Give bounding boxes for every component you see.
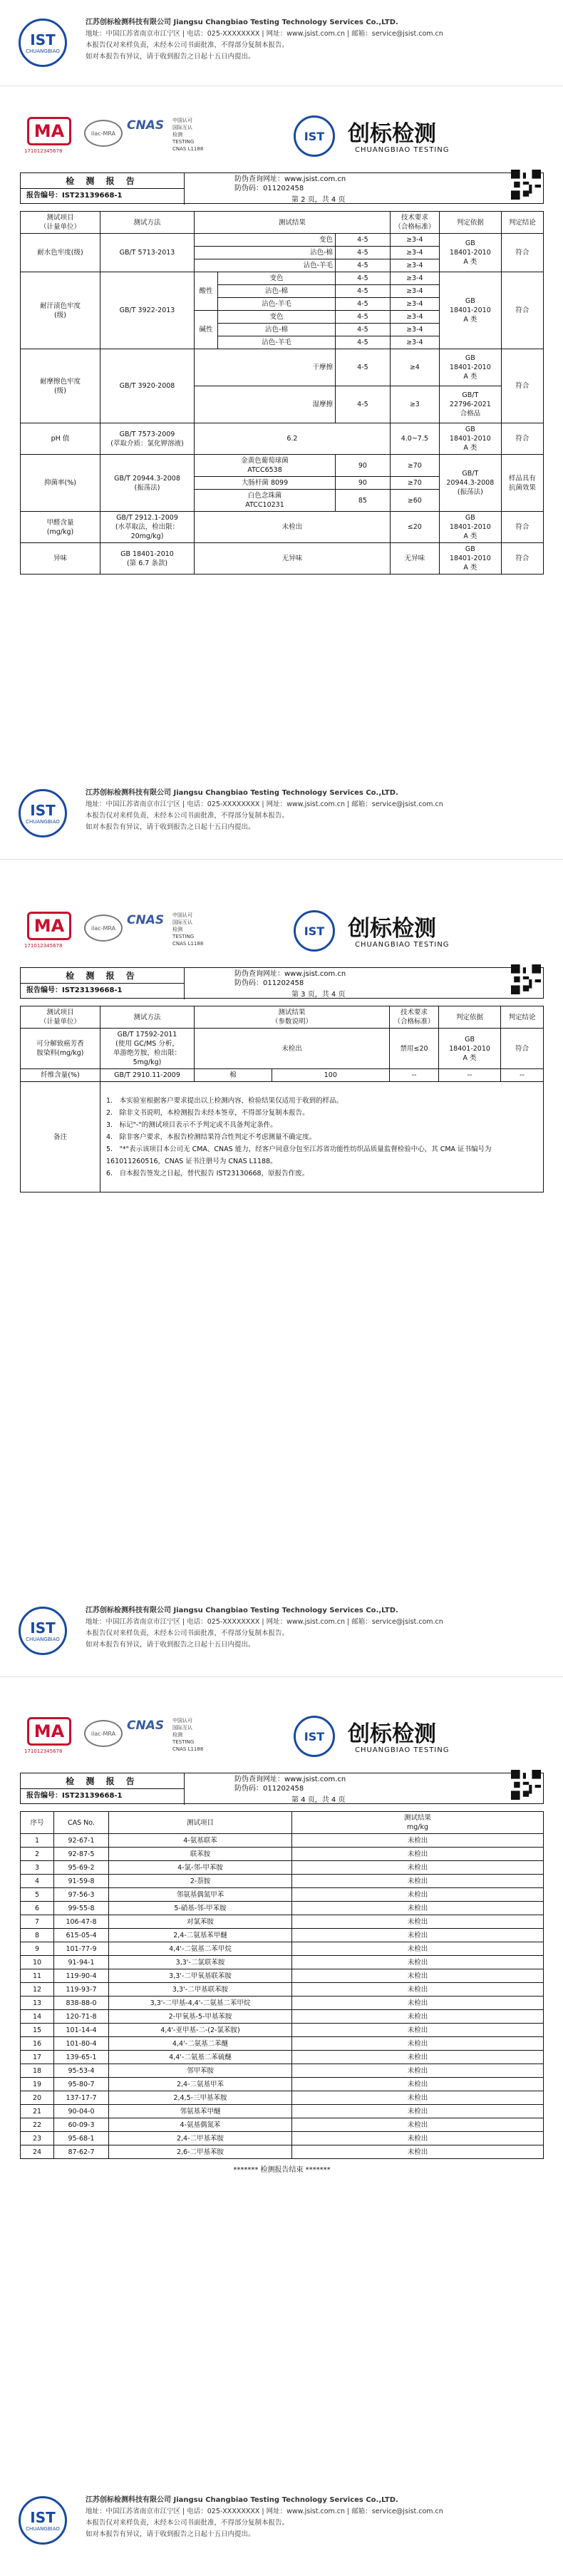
table-cell: 139-65-1 <box>54 2051 109 2064</box>
table-row: 纤维含量(%) GB/T 2910.11-2009 棉 100 -- -- -- <box>21 1069 544 1082</box>
cma-logo: MA <box>27 1717 71 1746</box>
table-cell: 60-09-3 <box>54 2118 109 2132</box>
table-row: pH 值 GB/T 7573-2009 (萃取介质：氯化钾溶液) 6.2 4.0~7.5 GB 18401-2010 A 类 符合 <box>21 423 544 455</box>
ist-logo: IST <box>294 910 335 952</box>
table-cell: 未检出 <box>292 1902 544 1915</box>
table-cell: 90-04-0 <box>54 2105 109 2118</box>
table-cell: 未检出 <box>292 1888 544 1902</box>
cma-number: 171012345678 <box>24 943 63 949</box>
table-cell: 95-53-4 <box>54 2064 109 2078</box>
table-cell: 未检出 <box>292 1929 544 1942</box>
remarks-text: 1. 本实验室根据客户要求提出以上检测内容，检验结果仅适用于收到的样品。 2. 除非文书说明，本检测报告未经本签章，不得部分复制本报告。 3. 标记"-"的测试项目表示不予判定或不具备判定条件。 4. 除非客户要求，本报告检测结果符合性判定不考虑测量不确定度。 5. "*"表示该项目本公司无 CMA、CNAS 能力，经客户同意分包至江苏省功能性纺织品质量监督检验中心，其 CMA 证书编号为 161011260516，CNAS 证书注册号为 CNAS L1188。 6. 自本报告签发之日起，替代报告 IST23130668，原报告作废。 <box>100 1082 544 1192</box>
table-cell: 4 <box>21 1875 54 1888</box>
cnas-subtext: 中国认可 国际互认 检测 TESTING CNAS L1188 <box>172 912 204 947</box>
table-cell: 17 <box>21 2051 54 2064</box>
table-cell: 3,3'-二甲氧基联苯胺 <box>109 1969 292 1983</box>
cma-number: 171012345678 <box>24 148 63 154</box>
table-row: 沾色-羊毛 4-5 ≥3-4 <box>21 298 544 311</box>
table-cell: 4,4'-二氨基二苯醚 <box>109 2037 292 2051</box>
table-cell: 8 <box>21 1929 54 1942</box>
table-row <box>21 2024 544 2037</box>
table-cell: 3 <box>21 1861 54 1875</box>
page-number: 第 2 页，共 4 页 <box>291 196 346 204</box>
table-row <box>21 1888 544 1902</box>
table-cell: 未检出 <box>292 1915 544 1929</box>
table-cell: 未检出 <box>292 1942 544 1956</box>
report-header <box>20 902 544 1001</box>
table-row: 抑菌率(%) GB/T 20944.3-2008 (振荡法) 金黄色葡萄球菌 ATCC6538 90 ≥70 GB/T 20944.3-2008 (振荡法) 样品具有 抗菌效果 <box>21 455 544 477</box>
brand-subtitle: CHUANGBIAO TESTING <box>355 1746 450 1754</box>
footer-text: 江苏创标检测科技有限公司 Jiangsu Changbiao Testing Technology Services Co.,LTD. 地址：中国江苏省南京市江宁区 | 电话：025-XXXXXXXX | 网址：www.jsist.com.cn | 邮箱：service@jsist.com.cn 本报告仅对来样负责，未经本公司书面批准，不得部分复制本报告。 如对本报告有异议，请于收到报告之日起十五日内提出。 <box>86 19 443 61</box>
table-row <box>21 1902 544 1915</box>
company-seal-logo: IST CHUANGBIAO <box>19 789 67 838</box>
table-cell: 16 <box>21 2037 54 2051</box>
brand-title: 创标检测 <box>348 121 436 147</box>
table-cell: 95-69-2 <box>54 1861 109 1875</box>
ilac-logo: ilac-MRA <box>84 1720 123 1747</box>
table-cell: 未检出 <box>292 1848 544 1861</box>
table-cell: 2-甲氧基-5-甲基苯胺 <box>109 2010 292 2024</box>
table-row <box>21 1915 544 1929</box>
cnas-logo: CNAS <box>127 118 165 133</box>
page-number: 第 3 页，共 4 页 <box>291 991 346 999</box>
table-cell: 2-萘胺 <box>109 1875 292 1888</box>
table-row: 沾色-棉 4-5 ≥3-4 <box>21 285 544 298</box>
cma-number: 171012345678 <box>24 1748 63 1754</box>
table-cell: 4,4'-二氨基二苯甲烷 <box>109 1942 292 1956</box>
table-row <box>21 2051 544 2064</box>
cnas-subtext: 中国认可 国际互认 检测 TESTING CNAS L1188 <box>172 1718 204 1752</box>
report-number: 报告编号：IST23139668-1 <box>21 1789 185 1805</box>
table-cell: 未检出 <box>292 1834 544 1848</box>
table-row: 沾色-羊毛 4-5 ≥3-4 <box>21 336 544 349</box>
qr-code-icon <box>511 964 541 994</box>
table-cell: 4-氯-邻-甲苯胺 <box>109 1861 292 1875</box>
table-cell: 未检出 <box>292 1983 544 1997</box>
page-number: 第 4 页，共 4 页 <box>291 1796 346 1804</box>
table-cell: 未检出 <box>292 2132 544 2145</box>
cma-logo: MA <box>27 912 71 940</box>
table-row <box>21 2078 544 2091</box>
table-row: 异味 GB 18401-2010 (第 6.7 条款) 无异味 无异味 GB 18401-2010 A 类 符合 <box>21 543 544 575</box>
table-cell: 120-71-8 <box>54 2010 109 2024</box>
table-cell: 邻氨基苯甲醚 <box>109 2105 292 2118</box>
table-cell: 4,4'-二氨基二苯硫醚 <box>109 2051 292 2064</box>
test-results-table-2 <box>20 1006 544 1192</box>
report-header <box>20 107 544 207</box>
table-row <box>21 2145 544 2159</box>
ist-logo: IST <box>294 115 335 157</box>
report-title-bar <box>20 172 544 204</box>
table-cell: 3,3'-二甲基-4,4'-二氨基二苯甲烷 <box>109 1997 292 2010</box>
table-cell: 615-05-4 <box>54 1929 109 1942</box>
table-row: 甲醛含量 (mg/kg) GB/T 2912.1-2009 (水萃取法，检出限： 20mg/kg) 未检出 ≤20 GB 18401-2010 A 类 符合 <box>21 512 544 543</box>
page-footer <box>0 2480 563 2566</box>
table-cell: 4-氨基偶氮苯 <box>109 2118 292 2132</box>
page-footer <box>0 1591 563 1677</box>
table-cell: 未检出 <box>292 2010 544 2024</box>
table-cell: 92-87-5 <box>54 1848 109 1861</box>
table-cell: 未检出 <box>292 2064 544 2078</box>
cnas-logo: CNAS <box>127 1719 165 1733</box>
table-cell: 99-55-8 <box>54 1902 109 1915</box>
table-cell: 未检出 <box>292 2051 544 2064</box>
table-cell: 5-硝基-邻-甲苯胺 <box>109 1902 292 1915</box>
table-cell: 101-80-4 <box>54 2037 109 2051</box>
verify-info: 防伪查询网址：www.jsist.com.cn 防伪码：011202458 <box>234 175 346 192</box>
table-cell: 13 <box>21 1997 54 2010</box>
table-row: 湿摩擦 4-5 ≥3 GB/T 22796-2021 合格品 <box>21 386 544 423</box>
table-cell: 4,4'-亚甲基-二-(2-氯苯胺) <box>109 2024 292 2037</box>
table-cell: 23 <box>21 2132 54 2145</box>
table-row <box>21 2118 544 2132</box>
table-cell: 95-80-7 <box>54 2078 109 2091</box>
table-cell: 119-90-4 <box>54 1969 109 1983</box>
table-row: 沾色-羊毛 4-5 ≥3-4 <box>21 259 544 272</box>
table-cell: 106-47-8 <box>54 1915 109 1929</box>
table-row <box>21 1848 544 1861</box>
table-cell: 119-93-7 <box>54 1983 109 1997</box>
table-row <box>21 2037 544 2051</box>
table-row: 可分解致癌芳香 胺染料(mg/kg) GB/T 17592-2011 (使用 GC/MS 分析， 单游绝芳胺，检出限： 5mg/kg) 未检出 禁用≤20 GB 18401-2010 A 类 符合 <box>21 1029 544 1069</box>
table-cell: 21 <box>21 2105 54 2118</box>
table-cell: 24 <box>21 2145 54 2159</box>
table-cell: 未检出 <box>292 1875 544 1888</box>
table-cell: 91-59-8 <box>54 1875 109 1888</box>
table-cell: 19 <box>21 2078 54 2091</box>
table-cell: 未检出 <box>292 2145 544 2159</box>
table-cell: 3,3'-二甲基联苯胺 <box>109 1983 292 1997</box>
company-seal-logo: IST CHUANGBIAO <box>19 1607 67 1655</box>
table-row: 沾色-棉 4-5 ≥3-4 <box>21 247 544 259</box>
table-row <box>21 1834 544 1848</box>
brand-title: 创标检测 <box>348 1721 436 1747</box>
table-cell: 6 <box>21 1902 54 1915</box>
ist-logo: IST <box>294 1716 335 1757</box>
table-cell: 137-17-7 <box>54 2091 109 2105</box>
company-seal-logo: IST CHUANGBIAO <box>19 2496 67 2545</box>
footer-text: 江苏创标检测科技有限公司 Jiangsu Changbiao Testing Technology Services Co.,LTD. 地址：中国江苏省南京市江宁区 | 电话：025-XXXXXXXX | 网址：www.jsist.com.cn | 邮箱：service@jsist.com.cn 本报告仅对来样负责，未经本公司书面批准，不得部分复制本报告。 如对本报告有异议，请于收到报告之日起十五日内提出。 <box>86 2496 443 2538</box>
table-row: 白色念珠菌 ATCC10231 85 ≥60 <box>21 490 544 512</box>
table-row: 耐汗渍色牢度 (级) GB/T 3922-2013 酸性 变色 4-5 ≥3-4 GB 18401-2010 A 类 符合 <box>21 272 544 285</box>
table-cell: 未检出 <box>292 2118 544 2132</box>
table-row <box>21 2132 544 2145</box>
table-cell: 未检出 <box>292 2091 544 2105</box>
table-cell: 12 <box>21 1983 54 1997</box>
table-cell: 3,3'-二氯联苯胺 <box>109 1956 292 1969</box>
table-cell: 14 <box>21 2010 54 2024</box>
table-cell: 未检出 <box>292 2078 544 2091</box>
amine-results-table <box>20 1811 544 2159</box>
table-cell: 95-68-1 <box>54 2132 109 2145</box>
table-cell: 邻甲苯胺 <box>109 2064 292 2078</box>
table-row <box>21 1861 544 1875</box>
table-cell: 20 <box>21 2091 54 2105</box>
report-title-bar <box>20 967 544 999</box>
table-cell: 2,4-二甲基苯胺 <box>109 2132 292 2145</box>
table-cell: 2,6-二甲基苯胺 <box>109 2145 292 2159</box>
table-cell: 未检出 <box>292 2105 544 2118</box>
report-end-mark: ******* 检测报告结束 ******* <box>233 2166 331 2174</box>
table-cell: 未检出 <box>292 1997 544 2010</box>
table-cell: 97-56-3 <box>54 1888 109 1902</box>
table-header-row: 序号 CAS No. 测试项目 测试结果 mg/kg <box>21 1812 544 1834</box>
table-cell: 9 <box>21 1942 54 1956</box>
footer-text: 江苏创标检测科技有限公司 Jiangsu Changbiao Testing Technology Services Co.,LTD. 地址：中国江苏省南京市江宁区 | 电话：025-XXXXXXXX | 网址：www.jsist.com.cn | 邮箱：service@jsist.com.cn 本报告仅对来样负责，未经本公司书面批准，不得部分复制本报告。 如对本报告有异议，请于收到报告之日起十五日内提出。 <box>86 1607 443 1649</box>
ilac-logo: ilac-MRA <box>84 915 123 942</box>
table-header-row: 测试项目 （计量单位） 测试方法 测试结果 （参数说明） 技术要求 （合格标准） 判定依据 判定结论 <box>21 1006 544 1029</box>
table-row <box>21 1956 544 1969</box>
table-row <box>21 1929 544 1942</box>
table-row <box>21 1983 544 1997</box>
table-row: 碱性 变色 4-5 ≥3-4 <box>21 311 544 324</box>
table-cell: 2,4-二氨基苯甲醚 <box>109 1929 292 1942</box>
table-cell: 87-62-7 <box>54 2145 109 2159</box>
qr-code-icon <box>511 170 541 200</box>
table-cell: 4-氨基联苯 <box>109 1834 292 1848</box>
table-cell: 11 <box>21 1969 54 1983</box>
table-cell: 1 <box>21 1834 54 1848</box>
table-row <box>21 2010 544 2024</box>
table-row <box>21 2105 544 2118</box>
table-cell: 15 <box>21 2024 54 2037</box>
report-page-4 <box>20 1707 544 2174</box>
ilac-logo: ilac-MRA <box>84 120 123 147</box>
table-row <box>21 2064 544 2078</box>
report-title-bar <box>20 1773 544 1804</box>
table-cell: 2,4,5-三甲基苯胺 <box>109 2091 292 2105</box>
table-row <box>21 1969 544 1983</box>
table-cell: 对氯苯胺 <box>109 1915 292 1929</box>
company-seal-logo: IST CHUANGBIAO <box>19 19 67 67</box>
table-cell: 91-94-1 <box>54 1956 109 1969</box>
table-cell: 5 <box>21 1888 54 1902</box>
cnas-logo: CNAS <box>127 913 165 927</box>
table-cell: 未检出 <box>292 2037 544 2051</box>
table-cell: 101-77-9 <box>54 1942 109 1956</box>
brand-title: 创标检测 <box>348 916 436 942</box>
page-footer <box>0 0 563 86</box>
table-header-row: 测试项目 （计量单位） 测试方法 测试结果 技术要求 （合格标准） 判定依据 判定结论 <box>21 212 544 234</box>
remarks-row: 备注 1. 本实验室根据客户要求提出以上检测内容，检验结果仅适用于收到的样品。 2. 除非文书说明，本检测报告未经本签章，不得部分复制本报告。 3. 标记"-"的测试项目表示不予判定或不具备判定条件。 4. 除非客户要求，本报告检测结果符合性判定不考虑测量不确定度。 5. "*"表示该项目本公司无 CMA、CNAS 能力，经客户同意分包至江苏省功能性纺织品质量监督检验中心，其 CMA 证书编号为 161011260516，CNAS 证书注册号为 CNAS L1188。 6. 自本报告签发之日起，替代报告 IST23130668，原报告作废。 <box>21 1082 544 1192</box>
table-row <box>21 1997 544 2010</box>
table-row: 耐摩擦色牢度 (级) GB/T 3920-2008 干摩擦 4-5 ≥4 GB 18401-2010 A 类 符合 <box>21 349 544 386</box>
table-cell: 未检出 <box>292 1956 544 1969</box>
table-cell: 2 <box>21 1848 54 1861</box>
report-number: 报告编号：IST23139668-1 <box>21 189 185 205</box>
table-cell: 邻氨基偶氮甲苯 <box>109 1888 292 1902</box>
table-cell: 838-88-0 <box>54 1997 109 2010</box>
table-row: 耐水色牢度(级) GB/T 5713-2013 变色 4-5 ≥3-4 GB 18401-2010 A 类 符合 <box>21 234 544 247</box>
report-number: 报告编号：IST23139668-1 <box>21 984 185 999</box>
table-cell: 101-14-4 <box>54 2024 109 2037</box>
verify-info: 防伪查询网址：www.jsist.com.cn 防伪码：011202458 <box>234 1776 346 1793</box>
table-cell: 未检出 <box>292 2024 544 2037</box>
report-page-2 <box>20 107 544 575</box>
report-page-3 <box>20 902 544 1192</box>
table-row <box>21 1942 544 1956</box>
table-cell: 未检出 <box>292 1861 544 1875</box>
table-cell: 92-67-1 <box>54 1834 109 1848</box>
table-row: 大肠杆菌 8099 90 ≥70 <box>21 477 544 490</box>
report-title: 检 测 报 告 <box>21 968 185 984</box>
table-cell: 18 <box>21 2064 54 2078</box>
table-row <box>21 2091 544 2105</box>
qr-code-icon <box>511 1770 541 1800</box>
verify-info: 防伪查询网址：www.jsist.com.cn 防伪码：011202458 <box>234 970 346 987</box>
brand-subtitle: CHUANGBIAO TESTING <box>355 941 450 949</box>
report-title: 检 测 报 告 <box>21 1773 185 1789</box>
page-footer <box>0 773 563 860</box>
table-row <box>21 1875 544 1888</box>
footer-text: 江苏创标检测科技有限公司 Jiangsu Changbiao Testing Technology Services Co.,LTD. 地址：中国江苏省南京市江宁区 | 电话：025-XXXXXXXX | 网址：www.jsist.com.cn | 邮箱：service@jsist.com.cn 本报告仅对来样负责，未经本公司书面批准，不得部分复制本报告。 如对本报告有异议，请于收到报告之日起十五日内提出。 <box>86 789 443 831</box>
test-results-table-1 <box>20 211 544 575</box>
cnas-subtext: 中国认可 国际互认 检测 TESTING CNAS L1188 <box>172 118 204 152</box>
cma-logo: MA <box>27 117 71 145</box>
table-cell: 10 <box>21 1956 54 1969</box>
table-row: 沾色-棉 4-5 ≥3-4 <box>21 324 544 336</box>
table-cell: 联苯胺 <box>109 1848 292 1861</box>
brand-subtitle: CHUANGBIAO TESTING <box>355 146 450 154</box>
table-cell: 2,4-二氨基甲苯 <box>109 2078 292 2091</box>
report-title: 检 测 报 告 <box>21 173 185 189</box>
table-cell: 22 <box>21 2118 54 2132</box>
report-header <box>20 1707 544 1807</box>
table-cell: 7 <box>21 1915 54 1929</box>
table-cell: 未检出 <box>292 1969 544 1983</box>
